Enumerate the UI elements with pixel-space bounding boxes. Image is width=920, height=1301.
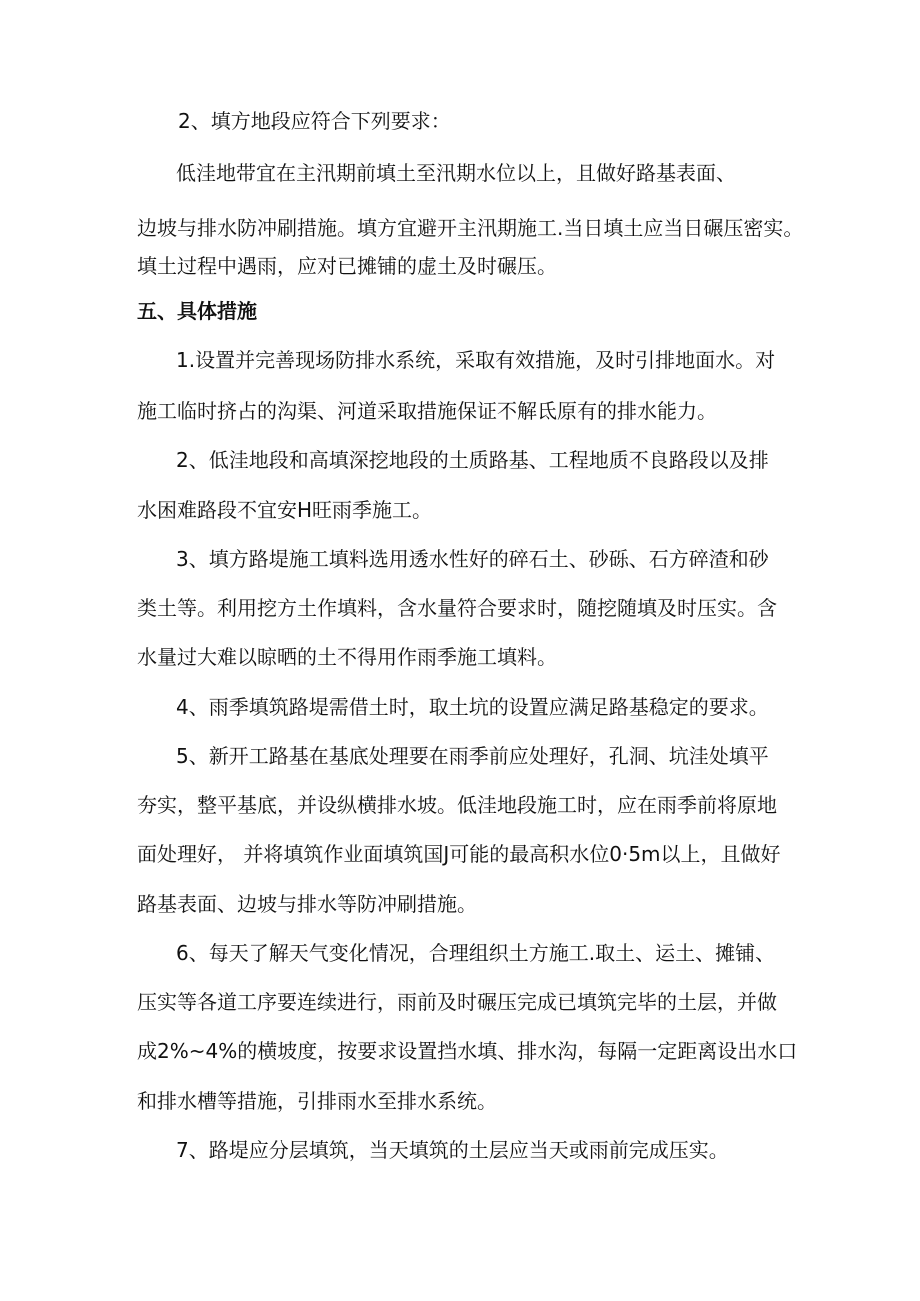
paragraph-line: 成2%~4%的横坡度，按要求设置挡水填、排水沟，每隔一定距离设出水口 (137, 1039, 798, 1063)
paragraph-line: 5、新开工路基在基底处理要在雨季前应处理好，孔洞、坑洼处填平 (176, 744, 769, 768)
paragraph-line: 和排水槽等措施，引排雨水至排水系统。 (137, 1089, 497, 1113)
section-heading: 五、具体措施 (137, 299, 257, 323)
paragraph-line: 低洼地带宜在主汛期前填土至汛期水位以上，且做好路基表面、 (176, 161, 736, 185)
paragraph-line: 压实等各道工序要连续进行，雨前及时碾压完成已填筑完毕的土层，并做 (137, 990, 777, 1014)
paragraph-line: 夯实，整平基底，并设纵横排水坡。低洼地段施工时，应在雨季前将原地 (137, 793, 777, 817)
paragraph-line: 类土等。利用挖方土作填料，含水量符合要求时，随挖随填及时压实。含 (137, 596, 777, 620)
paragraph-line: 4、雨季填筑路堤需借土时，取土坑的设置应满足路基稳定的要求。 (176, 695, 769, 719)
paragraph-line: 施工临时挤占的沟渠、河道采取措施保证不解氐原有的排水能力。 (137, 399, 717, 423)
paragraph-line: 7、路堤应分层填筑，当天填筑的土层应当天或雨前完成压实。 (176, 1138, 729, 1162)
paragraph-line: 2、低洼地段和高填深挖地段的土质路基、工程地质不良路段以及排 (176, 448, 769, 472)
paragraph-line: 3、填方路堤施工填料选用透水性好的碎石土、砂砾、石方碎渣和砂 (176, 547, 769, 571)
paragraph-line: 水量过大难以晾晒的土不得用作雨季施工填料。 (137, 645, 557, 669)
paragraph-line: 水困难路段不宜安H旺雨季施工。 (137, 498, 433, 522)
paragraph-line: 面处理好， 并将填筑作业面填筑国J可能的最高积水位0·5m以上，且做好 (137, 842, 781, 866)
paragraph-line: 6、每天了解天气变化情况，合理组织土方施工.取土、运土、摊铺、 (176, 941, 776, 965)
paragraph-line: 2、填方地段应符合下列要求： (178, 109, 451, 133)
paragraph-line: 1.设置并完善现场防排水系统，采取有效措施，及时引排地面水。对 (176, 348, 776, 372)
paragraph-line: 路基表面、边坡与排水等防冲刷措施。 (137, 892, 477, 916)
paragraph-line: 边坡与排水防冲刷措施。填方宜避开主汛期施工.当日填土应当日碾压密实。 (137, 216, 804, 240)
paragraph-line: 填土过程中遇雨，应对已摊铺的虚土及时碾压。 (137, 254, 557, 278)
